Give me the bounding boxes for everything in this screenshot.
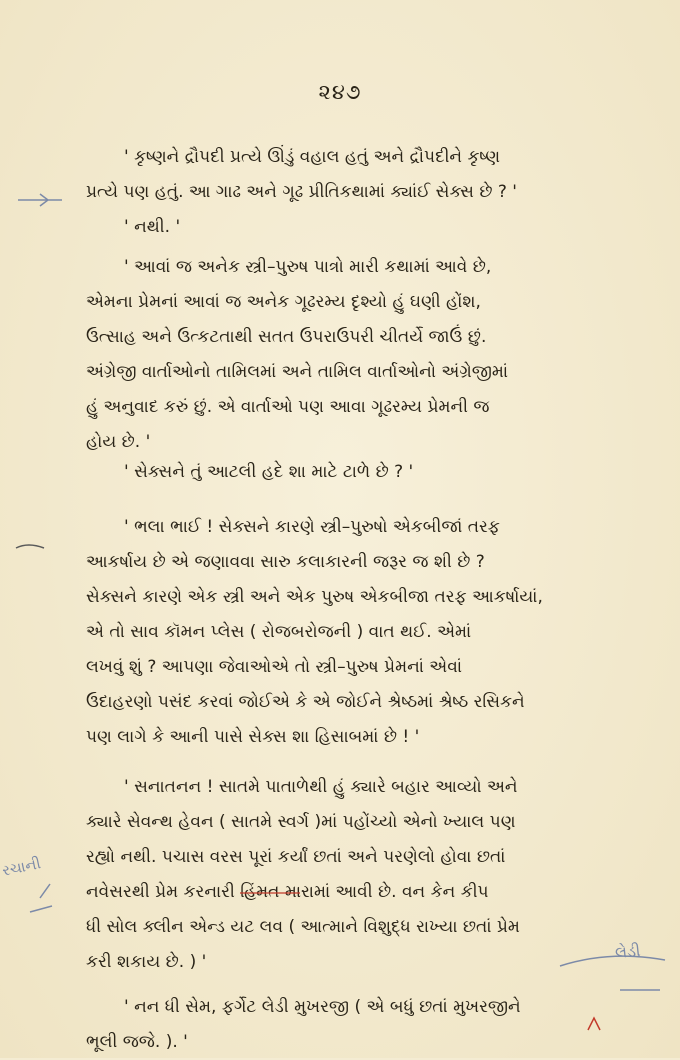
margin-note-left: રચાની (0, 854, 43, 880)
text-line: અંગ્રેજી વાર્તાઓનો તામિલમાં અને તામિલ વાર્તાઓનો અંગ્રેજીમાં (86, 362, 509, 382)
text-line: હું અનુવાદ કરું છું. એ વાર્તાઓ પણ આવા ગૂઢરમ્ય પ્રેમની જ (86, 397, 490, 417)
text-line: એ તો સાવ કૉમન પ્લેસ ( રોજબરોજની ) વાત થઈ. એમાં (86, 622, 472, 642)
text-line: ' નન ધી સેમ, ફર્ગેટ લેડી મુખરજી ( એ બધું છતાં મુખરજીને (124, 997, 521, 1017)
text-line: ' નથી. ' (124, 217, 181, 237)
text-line: આકર્ષાય છે એ જણાવવા સારુ કલાકારની જરૂર જ શી છે ? (86, 552, 485, 572)
text-line: ' સેક્સને તું આટલી હદે શા માટે ટાળે છે ? ' (124, 462, 414, 482)
text-line: સેક્સને કારણે એક સ્ત્રી અને એક પુરુષ એકબીજા તરફ આકર્ષાયાં, (86, 587, 543, 607)
page-number: ૨૪૭ (318, 80, 362, 104)
pencil-underline (560, 956, 665, 966)
text-line: ' કૃષ્ણને દ્રૌપદી પ્રત્યે ઊંડું વહાલ હતું અને દ્રૌપદીને કૃષ્ણ (124, 147, 501, 167)
text-line: કરી શકાય છે. ) ' (86, 952, 207, 972)
text-line: ' સનાતનન ! સાતમે પાતાળેથી હું ક્યારે બહાર આવ્યો અને (124, 777, 518, 797)
margin-note-right: લેડી (614, 940, 642, 963)
text-line: ભૂલી જજે. ). ' (86, 1032, 188, 1052)
text-line: ધી સોલ ક્લીન એન્ડ યટ લવ ( આત્માને વિશુદ્ધ રાખ્યા છતાં પ્રેમ (86, 917, 520, 937)
text-line: ક્યારે સેવન્થ હેવન ( સાતમે સ્વર્ગ )માં પહોંચ્યો એનો ખ્યાલ પણ (86, 812, 516, 832)
margin-slash-mark (30, 884, 52, 912)
margin-arrow-mark (18, 194, 62, 206)
text-line: ' આવાં જ અનેક સ્ત્રી–પુરુષ પાત્રો મારી કથામાં આવે છે, (124, 257, 492, 277)
text-line: પણ લાગે કે આની પાસે સેક્સ શા હિસાબમાં છે ! ' (86, 727, 420, 747)
text-line: નવેસરથી પ્રેમ કરનારી હિંમત મારામાં આવી છે. વન કેન કીપ (86, 882, 489, 902)
text-line: પ્રત્યે પણ હતું. આ ગાઢ અને ગૂઢ પ્રીતિકથામાં ક્યાંઈ સેક્સ છે ? ' (86, 182, 517, 202)
text-line: લખવું શું ? આપણા જેવાઓએ તો સ્ત્રી–પુરુષ પ્રેમનાં એવાં (86, 657, 463, 677)
text-line: રહ્યો નથી. પચાસ વરસ પૂરાં કર્યાં છતાં અને પરણેલો હોવા છતાં (86, 847, 506, 867)
text-line: એમના પ્રેમનાં આવાં જ અનેક ગૂઢરમ્ય દૃશ્યો હું ઘણી હોંશ, (86, 292, 481, 312)
margin-dash-mark (16, 545, 44, 548)
text-line: હોય છે. ' (86, 432, 151, 452)
text-line: ઉદાહરણો પસંદ કરવાં જોઈએ કે એ જોઈને શ્રેષ્ઠમાં શ્રેષ્ઠ રસિકને (86, 692, 525, 712)
text-line: ' ભલા ભાઈ ! સેક્સને કારણે સ્ત્રી–પુરુષો એકબીજાં તરફ (124, 517, 500, 537)
red-caret-mark (588, 1018, 600, 1030)
text-line: ઉત્સાહ અને ઉત્કટતાથી સતત ઉપરાઉપરી ચીતર્યે જાઉં છું. (86, 327, 487, 347)
